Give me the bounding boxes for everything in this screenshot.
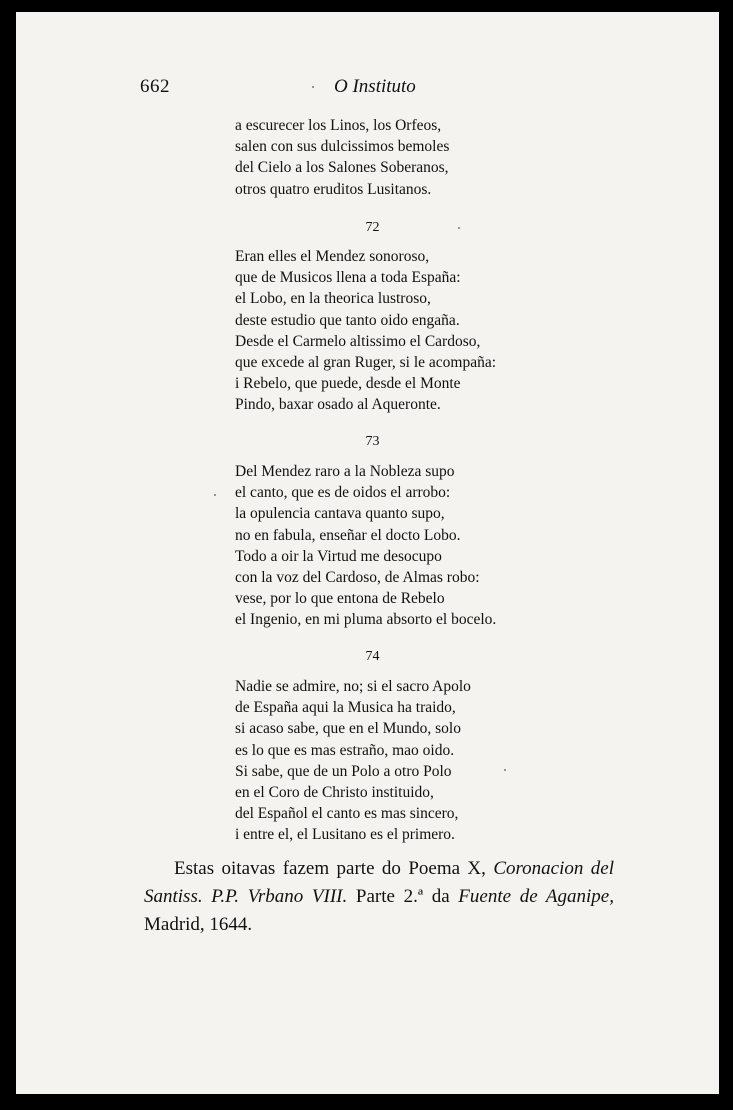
verse-line: del Español el canto es mas sincero, (235, 805, 459, 823)
verse-line: con la voz del Cardoso, de Almas robo: (235, 569, 480, 587)
verse-line: del Cielo a los Salones Soberanos, (235, 159, 449, 177)
opening-stanza (235, 115, 555, 200)
verse-line: en el Coro de Christo instituido, (235, 784, 434, 802)
verse-line: es lo que es mas estraño, mao oido. (235, 741, 455, 759)
verse-line: el canto, que es de oidos el arrobo: (235, 484, 451, 502)
footnote-paragraph: Estas oitavas fazem parte do Poema X, Coronacion del Santiss. P.P. Vrbano VIII. Parte 2.ª da Fuente de Aganipe, Madrid, 1644. (144, 858, 615, 935)
verse-line: de España aqui la Musica ha traido, (235, 699, 456, 717)
page-number: 662 (140, 76, 170, 97)
verse-line: no en fabula, enseñar el docto Lobo. (235, 526, 461, 544)
verse-line: vese, por lo que entona de Rebelo (235, 590, 445, 608)
work-title: Fuente de Aganipe, (458, 886, 614, 907)
verse-line: que de Musicos llena a toda España: (235, 269, 461, 287)
verse-line: Si sabe, que de un Polo a otro Polo (235, 762, 452, 780)
paper-speck (458, 227, 460, 229)
verse-line: Pindo, baxar osado al Aqueronte. (235, 396, 441, 414)
verse-line: a escurecer los Linos, los Orfeos, (235, 117, 442, 134)
verse-line: i Rebelo, que puede, desde el Monte (235, 375, 461, 393)
verse-line: Desde el Carmelo altissimo el Cardoso, (235, 332, 481, 350)
verse-line: deste estudio que tanto oido engaña. (235, 311, 460, 329)
running-title: O Instituto (334, 76, 416, 97)
verse-line: i entre el, el Lusitano es el primero. (235, 826, 455, 844)
verse-line: que excede al gran Ruger, si le acompaña: (235, 354, 497, 372)
paper-speck (214, 494, 216, 496)
stanza-72 (235, 246, 555, 416)
verse-line: la opulencia cantava quanto supo, (235, 505, 445, 523)
verse-line: si acaso sabe, que en el Mundo, solo (235, 720, 461, 738)
verse-line: otros quatro eruditos Lusitanos. (235, 180, 432, 198)
verse-line: Nadie se admire, no; si el sacro Apolo (235, 678, 471, 695)
verse-line: el Ingenio, en mi pluma absorto el bocelo. (235, 611, 497, 629)
stanza-74 (235, 676, 555, 846)
paper-speck (312, 86, 314, 88)
verse-line: Del Mendez raro a la Nobleza supo (235, 463, 455, 480)
paper-speck (504, 769, 506, 771)
stanza-number: 73 (365, 434, 380, 449)
verse-line: Todo a oir la Virtud me desocupo (235, 547, 442, 565)
work-title: Coronacion del Santiss. P.P. Vrbano VIII. (144, 858, 615, 907)
stanza-73 (235, 461, 555, 631)
page (16, 12, 719, 1094)
page-header (16, 76, 719, 100)
verse-line: salen con sus dulcissimos bemoles (235, 138, 450, 156)
verse-line: Eran elles el Mendez sonoroso, (235, 248, 430, 265)
stanza-number: 72 (365, 220, 380, 235)
verse-line: el Lobo, en la theorica lustroso, (235, 290, 431, 308)
stanza-number: 74 (365, 649, 380, 664)
